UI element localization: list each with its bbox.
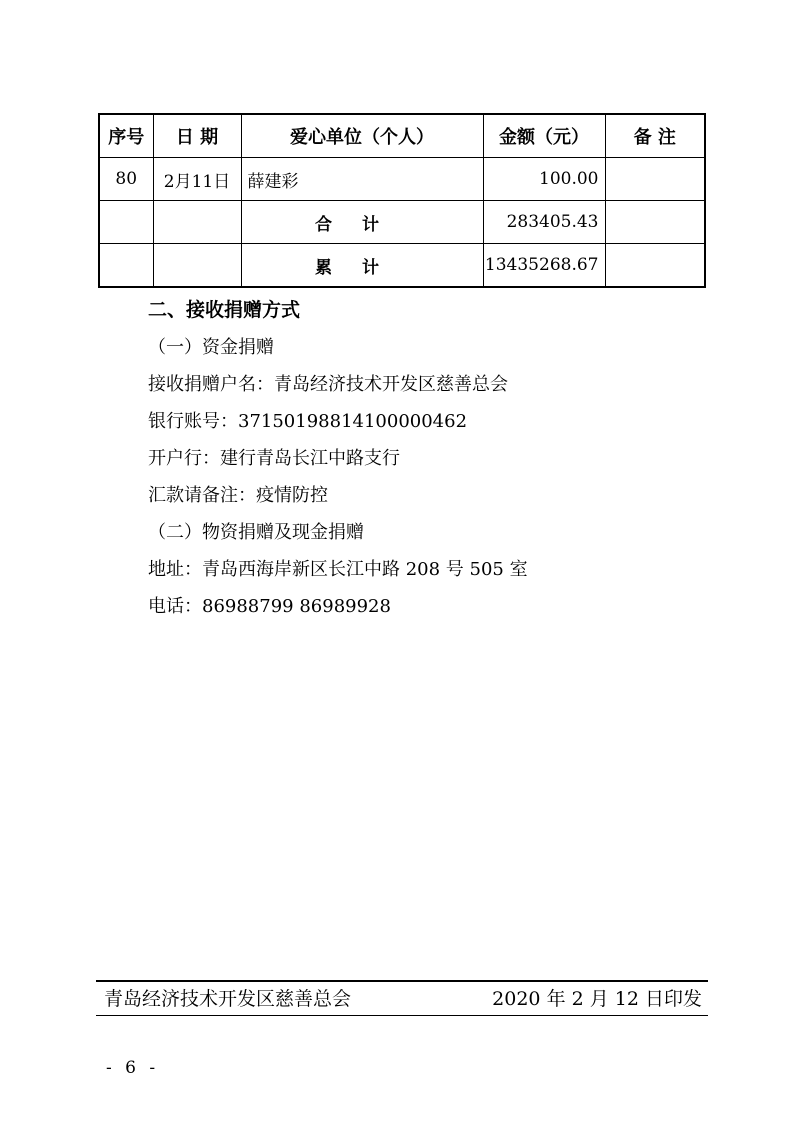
header-amount: 金额（元） [483, 114, 605, 158]
section-title: 二、接收捐赠方式 [148, 299, 301, 321]
footer-date: 2020 年 2 月 12 日印发 [492, 988, 702, 1010]
remittance-remark: 汇款请备注：疫情防控 [148, 485, 328, 506]
footer-rule-bottom [96, 1015, 708, 1016]
total-amount: 283405.43 [483, 201, 605, 244]
table-header-row [99, 114, 705, 158]
total-label: 合计 [315, 214, 409, 235]
header-note: 备 注 [605, 114, 705, 158]
cumulative-row [99, 244, 705, 288]
header-date: 日 期 [153, 114, 241, 158]
bank-name: 开户行：建行青岛长江中路支行 [148, 448, 400, 469]
address: 地址：青岛西海岸新区长江中路 208 号 505 室 [148, 559, 528, 580]
cell-amount: 100.00 [483, 158, 605, 201]
footer-org: 青岛经济技术开发区慈善总会 [104, 988, 352, 1010]
page-number: - 6 - [106, 1058, 160, 1078]
cumulative-amount: 13435268.67 [483, 244, 605, 288]
cell-no: 80 [99, 158, 153, 201]
cell-donor: 薛建彩 [241, 158, 483, 201]
phone: 电话：86988799 86989928 [148, 596, 391, 617]
footer-rule-top [96, 980, 708, 982]
donation-method-section [148, 292, 748, 625]
subsection-funds: （一）资金捐赠 [148, 337, 274, 358]
cell-note [605, 158, 705, 201]
table-row [99, 158, 705, 201]
header-no: 序号 [99, 114, 153, 158]
header-donor: 爱心单位（个人） [241, 114, 483, 158]
donation-table [98, 113, 706, 288]
cell-date: 2月11日 [153, 158, 241, 201]
account-number: 银行账号：37150198814100000462 [148, 411, 468, 432]
account-name: 接收捐赠户名：青岛经济技术开发区慈善总会 [148, 374, 508, 395]
cumulative-label: 累计 [315, 257, 409, 278]
total-row [99, 201, 705, 244]
subsection-goods: （二）物资捐赠及现金捐赠 [148, 522, 364, 543]
